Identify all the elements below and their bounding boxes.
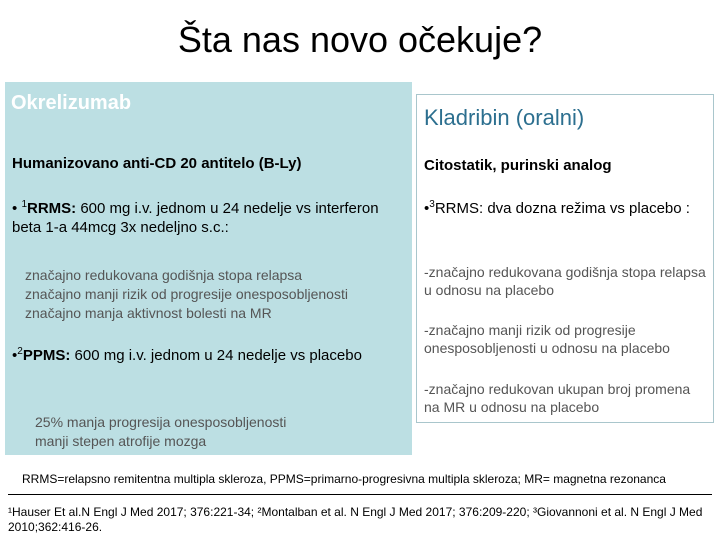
slide-title: Šta nas novo očekuje? <box>177 19 543 60</box>
reference-marker: 3 <box>429 199 435 210</box>
ocrelizumab-ppms-item <box>12 346 404 365</box>
cladribine-rrms-text: RRMS: dva dozna režima vs placebo : <box>434 200 690 217</box>
bullet: • <box>424 200 430 217</box>
ppms-dosing-text: 600 mg i.v. jednom u 24 nedelje vs placebo <box>70 347 362 364</box>
ocrelizumab-heading: Okrelizumab <box>11 92 132 114</box>
rrms-dosing-text: 600 mg i.v. jednom u 24 nedelje vs interferon beta 1-a 44mcg 3x nedeljno s.c.: <box>12 200 379 236</box>
cladribine-rrms-item <box>424 199 706 218</box>
footer-divider <box>8 494 712 495</box>
rrms-result-3: značajno manja aktivnost bolesti na MR <box>25 305 272 321</box>
reference-marker: 2 <box>17 346 23 357</box>
cladribine-result-1: -značajno redukovana godišnja stopa relapsa u odnosu na placebo <box>424 264 706 298</box>
cladribine-result-3: -značajno redukovan ukupan broj promena na MR u odnosu na placebo <box>424 381 691 415</box>
rrms-result-1: značajno redukovana godišnja stopa relapsa <box>25 267 303 283</box>
cladribine-heading: Kladribin (oralni) <box>424 105 585 130</box>
bullet: • <box>12 200 18 217</box>
bullet: • <box>12 347 18 364</box>
rrms-result-2: značajno manji rizik od progresije onesposobljenosti <box>25 286 348 302</box>
ppms-result-2: manji stepen atrofije mozga <box>35 433 207 449</box>
abbreviations-note: RRMS=relapsno remitentna multipla skleroza, PPMS=primarno-progresivna multipla skleroza; MR= magnetna rezonanca <box>22 472 666 486</box>
ppms-result-1: 25% manja progresija onesposobljenosti <box>35 414 287 430</box>
reference-marker: 1 <box>21 199 27 210</box>
rrms-label: RRMS: <box>27 200 77 217</box>
references: ¹Hauser Et al.N Engl J Med 2017; 376:221-34; ²Montalban et al. N Engl J Med 2017; 376:209-220; ³Giovannoni et al. N Engl J Med 2010;362:416-26. <box>8 505 703 534</box>
cladribine-subtitle: Citostatik, purinski analog <box>424 157 612 174</box>
ocrelizumab-subtitle: Humanizovano anti-CD 20 antitelo (B-Ly) <box>12 155 302 172</box>
ocrelizumab-rrms-item <box>12 199 404 237</box>
ppms-label: PPMS: <box>22 347 71 364</box>
cladribine-result-2: -značajno manji rizik od progresije onesposobljenosti u odnosu na placebo <box>424 322 670 356</box>
cladribine-panel <box>416 94 714 423</box>
